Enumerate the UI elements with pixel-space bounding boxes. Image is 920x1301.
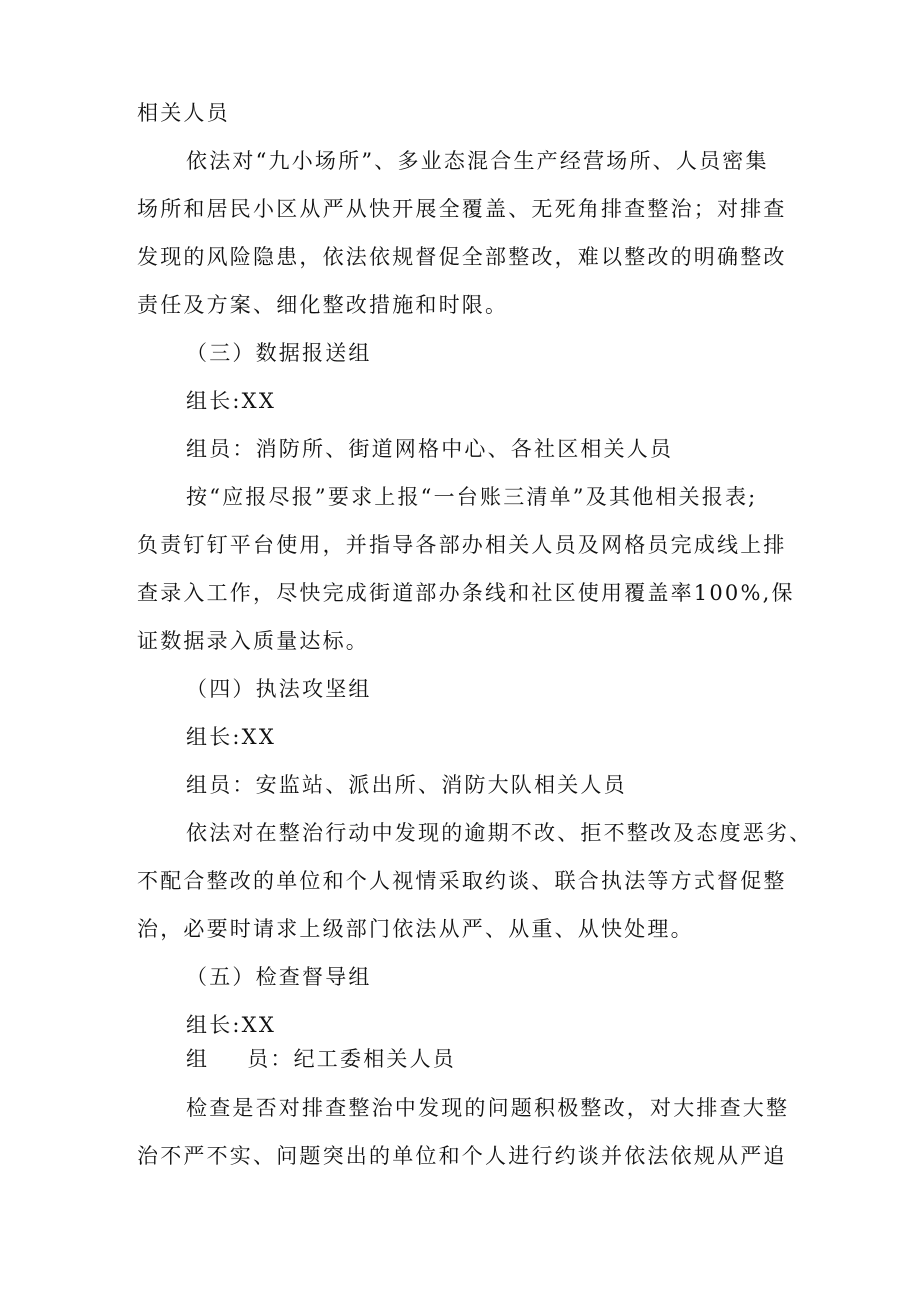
group-member-line (186, 1044, 456, 1074)
paragraph-line: 证数据录入质量达标。 (137, 629, 369, 653)
paragraph-line: 不配合整改的单位和个人视情采取约谈、联合执法等方式督促整 (137, 869, 787, 893)
paragraph-line: 场所和居民小区从严从快开展全覆盖、无死角排查整治；对排查 (137, 197, 787, 221)
text-line: 相关人员 (137, 101, 230, 125)
member-label-first: 组 (186, 1047, 210, 1071)
paragraph-line: 依法对在整治行动中发现的逾期不改、拒不整改及态度恶劣、 (186, 821, 813, 845)
paragraph-line: 依法对“九小场所”、多业态混合生产经营场所、人员密集 (186, 149, 769, 173)
paragraph-line: 发现的风险隐患，依法依规督促全部整改，难以整改的明确整改 (137, 245, 787, 269)
group-leader-line: 组长:XX (186, 1013, 276, 1037)
paragraph-line: 查录入工作，尽快完成街道部办条线和社区使用覆盖率100%,保 (137, 581, 795, 605)
paragraph-line: 按“应报尽报”要求上报“一台账三清单”及其他相关报表; (186, 485, 758, 509)
paragraph-line: 治，必要时请求上级部门依法从严、从重、从快处理。 (137, 917, 694, 941)
paragraph-line: 治不严不实、问题突出的单位和个人进行约谈并依法依规从严追 (137, 1144, 787, 1168)
member-label-second: 员：纪工委相关人员 (247, 1047, 457, 1071)
paragraph-line: 负责钉钉平台使用，并指导各部办相关人员及网格员完成线上排 (137, 533, 787, 557)
group-member-line: 组员：消防所、街道网格中心、各社区相关人员 (186, 437, 674, 461)
paragraph-line: 检查是否对排查整治中发现的问题积极整改，对大排查大整 (186, 1096, 790, 1120)
section-heading: （三）数据报送组 (186, 341, 372, 365)
section-heading: （五）检查督导组 (186, 965, 372, 989)
group-leader-line: 组长:XX (186, 389, 276, 413)
section-heading: （四）执法攻坚组 (186, 677, 372, 701)
group-leader-line: 组长:XX (186, 725, 276, 749)
paragraph-line: 责任及方案、细化整改措施和时限。 (137, 293, 509, 317)
group-member-line: 组员：安监站、派出所、消防大队相关人员 (186, 773, 627, 797)
